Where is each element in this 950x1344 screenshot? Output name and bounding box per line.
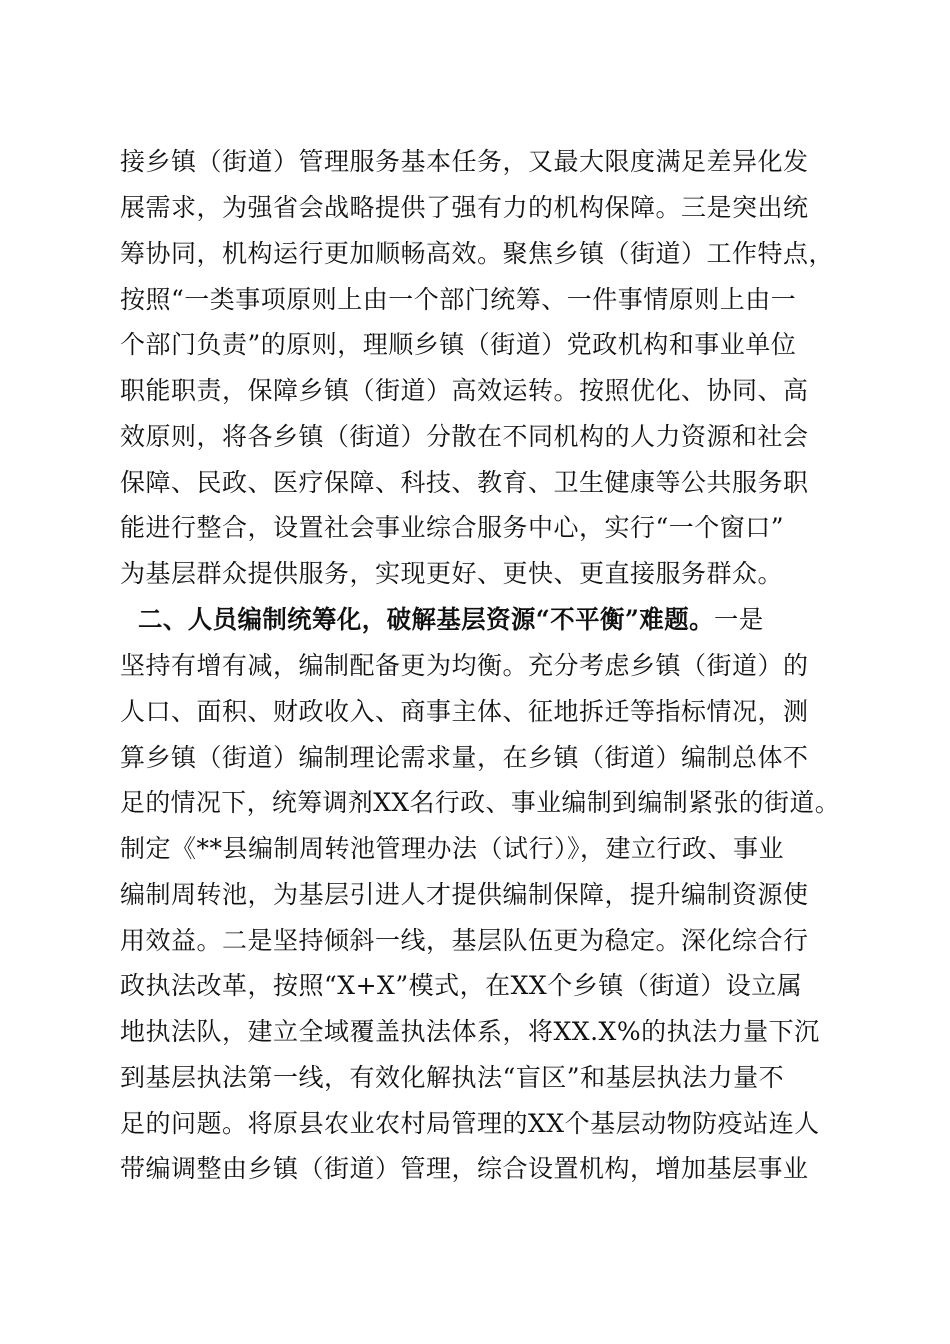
paragraph-line: 到基层执法第一线，有效化解执法“盲区”和基层执法力量不 (120, 1063, 785, 1092)
paragraph-line: 筹协同，机构运行更加顺畅高效。聚焦乡镇（街道）工作特点， (120, 239, 835, 268)
paragraph-line: 用效益。二是坚持倾斜一线，基层队伍更为稳定。深化综合行 (120, 926, 809, 955)
heading-continuation: 一是 (713, 605, 764, 634)
paragraph-line: 地执法队，建立全域覆盖执法体系，将XX.X%的执法力量下沉 (120, 1017, 820, 1046)
paragraph-line: 效原则，将各乡镇（街道）分散在不同机构的人力资源和社会 (120, 422, 809, 451)
paragraph-line: 职能职责，保障乡镇（街道）高效运转。按照优化、协同、高 (120, 376, 809, 405)
paragraph-line: 算乡镇（街道）编制理论需求量，在乡镇（街道）编制总体不 (120, 743, 809, 772)
paragraph-line: 为基层群众提供服务，实现更好、更快、更直接服务群众。 (120, 559, 784, 588)
paragraph-line: 接乡镇（街道）管理服务基本任务，又最大限度满足差异化发 (120, 147, 809, 176)
paragraph-line: 展需求，为强省会战略提供了强有力的机构保障。三是突出统 (120, 193, 809, 222)
paragraph-line: 按照“一类事项原则上由一个部门统筹、一件事情原则上由一 (120, 285, 797, 314)
paragraph-line: 足的问题。将原县农业农村局管理的XX个基层动物防疫站连人 (120, 1109, 820, 1138)
paragraph-line: 足的情况下，统筹调剂XX名行政、事业编制到编制紧张的街道。 (120, 788, 841, 817)
paragraph-line: 能进行整合，设置社会事业综合服务中心，实行“一个窗口” (120, 513, 785, 542)
paragraph-line: 个部门负责”的原则，理顺乡镇（街道）党政机构和事业单位 (120, 330, 797, 359)
paragraph-line: 制定《**县编制周转池管理办法（试行）》，建立行政、事业 (120, 834, 785, 863)
paragraph-line: 坚持有增有减，编制配备更为均衡。充分考虑乡镇（街道）的 (120, 651, 809, 680)
paragraph-line: 人口、面积、财政收入、商事主体、征地拆迁等指标情况，测 (120, 697, 809, 726)
paragraph-line: 编制周转池，为基层引进人才提供编制保障，提升编制资源使 (120, 880, 809, 909)
paragraph-line: 政执法改革，按照“X+X”模式，在XX个乡镇（街道）设立属 (120, 971, 803, 1000)
section-heading-line (138, 602, 840, 638)
paragraph-line: 带编调整由乡镇（街道）管理，综合设置机构，增加基层事业 (120, 1154, 809, 1183)
section-heading: 二、人员编制统筹化，破解基层资源“不平衡”难题。 (138, 605, 714, 634)
paragraph-line: 保障、民政、医疗保障、科技、教育、卫生健康等公共服务职 (120, 468, 809, 497)
